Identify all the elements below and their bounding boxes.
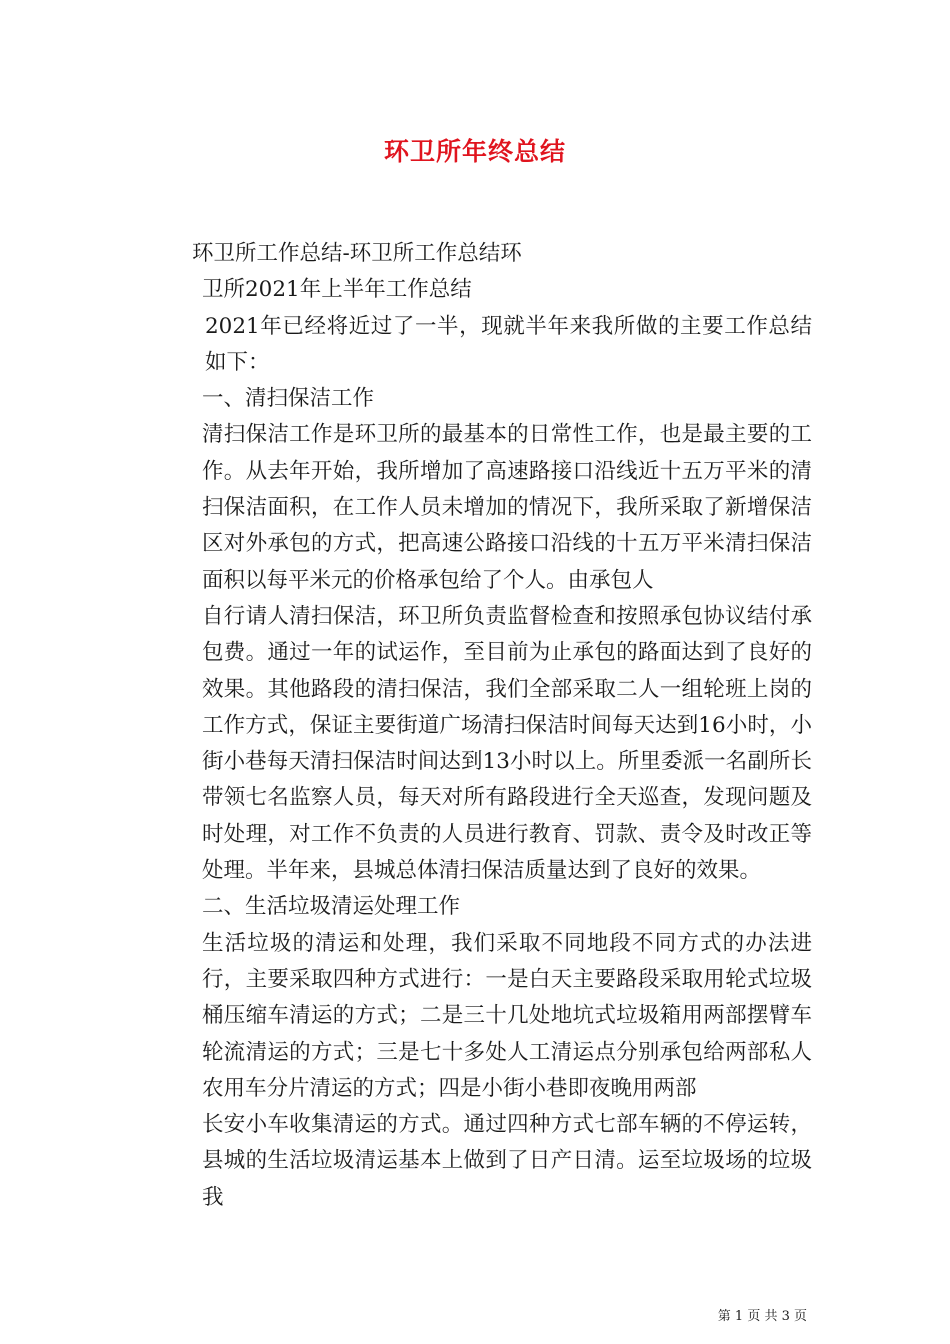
paragraph-garbage-2: 长安小车收集清运的方式。通过四种方式七部车辆的不停运转，县城的生活垃圾清运基本上做到了日产日清。运至垃圾场的垃圾我 — [202, 1112, 812, 1210]
paragraph-cleaning-2: 自行请人清扫保洁，环卫所负责监督检查和按照承包协议结付承包费。通过一年的试运作，至目前为止承包的路面达到了良好的效果。其他路段的清扫保洁，我们全部采取二人一组轮班上岗的工作方式，保证主要街道广场清扫保洁时间每天达到16小时，小街小巷每天清扫保洁时间达到13小时以上。所里委派一名副所长带领七名监察人员，每天对所有路段进行全天巡查，发现问题及时处理，对工作不负责的人员进行教育、罚款、责令及时改正等处理。半年来，县城总体清扫保洁质量达到了良好的效果。 — [202, 603, 812, 884]
page-number: 第 1 页 共 3 页 — [717, 1309, 807, 1324]
paragraph-intro: 2021年已经将近过了一半，现就半年来我所做的主要工作总结如下： — [205, 313, 812, 375]
section-heading-garbage: 二、生活垃圾清运处理工作 — [202, 894, 461, 920]
document-title: 环卫所年终总结 — [383, 137, 566, 166]
paragraph-garbage-1: 生活垃圾的清运和处理，我们采取不同地段不同方式的办法进行，主要采取四种方式进行：一是白天主要路段采取用轮式垃圾桶压缩车清运的方式；二是三十几处地坑式垃圾箱用两部摆臂车轮流清运的方式；三是七十多处人工清运点分别承包给两部私人农用车分片清运的方式；四是小街小巷即夜晚用两部 — [202, 930, 812, 1101]
paragraph-heading-line-1: 环卫所工作总结-环卫所工作总结环 — [192, 241, 522, 266]
paragraph-heading-line-2: 卫所2021年上半年工作总结 — [202, 277, 472, 303]
section-heading-cleaning: 一、清扫保洁工作 — [202, 386, 375, 412]
document-body — [144, 236, 812, 1216]
paragraph-cleaning-1: 清扫保洁工作是环卫所的最基本的日常性工作，也是最主要的工作。从去年开始，我所增加了高速路接口沿线近十五万平米的清扫保洁面积，在工作人员未增加的情况下，我所采取了新增保洁区对外承包的方式，把高速公路接口沿线的十五万平米清扫保洁面积以每平米元的价格承包给了个人。由承包人 — [202, 422, 812, 593]
